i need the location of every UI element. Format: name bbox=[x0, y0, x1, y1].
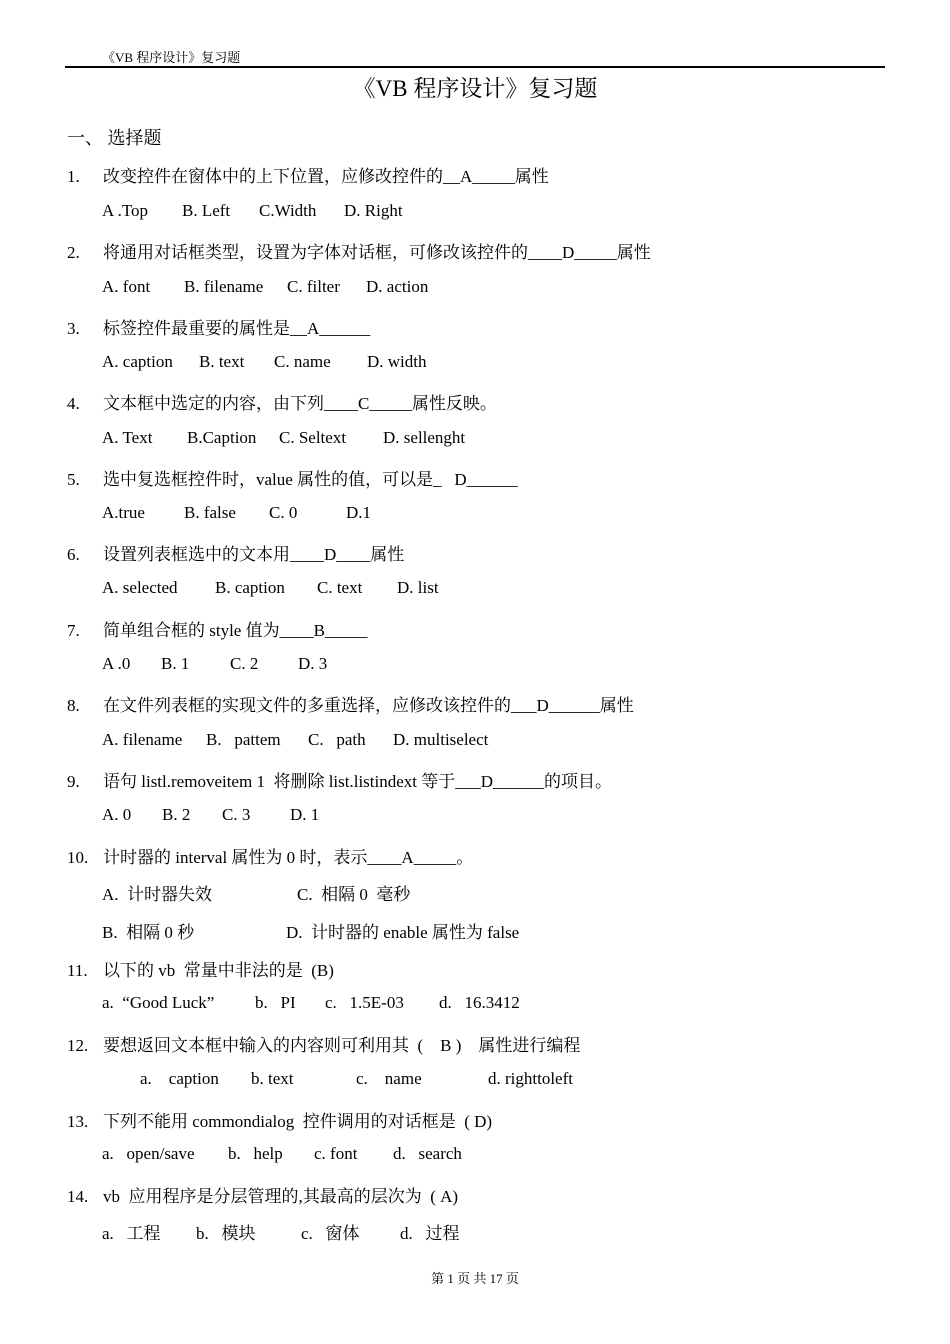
option-b: B. text bbox=[199, 352, 245, 371]
option-b: B. 2 bbox=[162, 805, 191, 824]
option-c: c. font bbox=[314, 1144, 358, 1163]
question-text: 将通用对话框类型，设置为字体对话框，可修改该控件的____D_____属性 bbox=[103, 243, 651, 262]
question-10 bbox=[67, 843, 473, 868]
question-number: 3. bbox=[67, 319, 80, 338]
option-d: D. 计时器的 enable 属性为 false bbox=[286, 923, 520, 942]
question-text: 标签控件最重要的属性是__A______ bbox=[103, 319, 371, 338]
option-b: B. Left bbox=[182, 201, 231, 220]
page-footer: 第 1 页 共 17 页 bbox=[431, 1271, 519, 1286]
question-number: 2. bbox=[67, 243, 80, 262]
question-9 bbox=[67, 767, 612, 792]
question-text: 计时器的 interval 属性为 0 时，表示____A_____。 bbox=[103, 848, 474, 867]
option-d: D. list bbox=[397, 578, 439, 597]
option-c: c. name bbox=[356, 1069, 422, 1088]
option-c: C. name bbox=[274, 352, 331, 371]
option-d: D. sellenght bbox=[383, 428, 466, 447]
option-c: C. 相隔 0 毫秒 bbox=[297, 885, 411, 904]
option-d: D. 3 bbox=[298, 654, 328, 673]
question-text: 简单组合框的 style 值为____B_____ bbox=[103, 621, 368, 640]
option-a: A. filename bbox=[102, 730, 183, 749]
option-b: B. 1 bbox=[161, 654, 190, 673]
question-text: 以下的 vb 常量中非法的是 (B) bbox=[103, 961, 334, 980]
question-11 bbox=[67, 956, 334, 981]
question-8 bbox=[67, 691, 634, 716]
option-b: B. pattem bbox=[206, 730, 281, 749]
question-12 bbox=[67, 1031, 580, 1056]
option-d: D. multiselect bbox=[393, 730, 489, 749]
option-d: D. Right bbox=[344, 201, 403, 220]
option-a: a. open/save bbox=[102, 1144, 195, 1163]
question-13 bbox=[67, 1107, 492, 1132]
option-b: b. help bbox=[228, 1144, 283, 1163]
option-d: d. 过程 bbox=[400, 1224, 460, 1243]
option-d: d. search bbox=[393, 1144, 462, 1163]
question-5 bbox=[67, 465, 518, 490]
question-text: 要想返回文本框中输入的内容则可利用其 ( B ) 属性进行编程 bbox=[103, 1036, 581, 1055]
option-c: C. 2 bbox=[230, 654, 259, 673]
option-c: C. text bbox=[317, 578, 363, 597]
option-a: a. “Good Luck” bbox=[102, 993, 215, 1012]
question-1 bbox=[67, 162, 549, 187]
option-b: b. 模块 bbox=[196, 1224, 256, 1243]
section-heading: 一、 选择题 bbox=[67, 128, 162, 148]
question-6 bbox=[67, 540, 404, 565]
question-4 bbox=[67, 389, 497, 414]
option-b: B. filename bbox=[184, 277, 264, 296]
question-number: 14. bbox=[67, 1187, 89, 1206]
option-a: A. 0 bbox=[102, 805, 132, 824]
question-number: 10. bbox=[67, 848, 89, 867]
option-a: A. 计时器失效 bbox=[102, 885, 213, 904]
option-a: a. caption bbox=[140, 1069, 219, 1088]
option-c: C. 0 bbox=[269, 503, 298, 522]
question-number: 9. bbox=[67, 772, 80, 791]
option-c: C. filter bbox=[287, 277, 340, 296]
option-c: C. Seltext bbox=[279, 428, 347, 447]
question-number: 8. bbox=[67, 696, 80, 715]
question-number: 13. bbox=[67, 1112, 89, 1131]
option-c: c. 窗体 bbox=[301, 1224, 360, 1243]
option-a: a. 工程 bbox=[102, 1224, 161, 1243]
question-3 bbox=[67, 314, 370, 339]
option-b: B. caption bbox=[215, 578, 285, 597]
question-text: 在文件列表框的实现文件的多重选择，应修改该控件的___D______属性 bbox=[103, 696, 634, 715]
option-d: D. 1 bbox=[290, 805, 320, 824]
option-d: d. 16.3412 bbox=[439, 993, 520, 1012]
option-b: b. PI bbox=[255, 993, 296, 1012]
question-text: 改变控件在窗体中的上下位置，应修改控件的__A_____属性 bbox=[103, 167, 549, 186]
option-b: B.Caption bbox=[187, 428, 257, 447]
question-number: 6. bbox=[67, 545, 80, 564]
question-14 bbox=[67, 1182, 458, 1207]
option-d: D. action bbox=[366, 277, 429, 296]
option-b: B. false bbox=[184, 503, 236, 522]
option-c: C. path bbox=[308, 730, 366, 749]
option-a: A.true bbox=[102, 503, 145, 522]
option-d: D.1 bbox=[346, 503, 372, 522]
question-text: 文本框中选定的内容，由下列____C_____属性反映。 bbox=[103, 394, 497, 413]
running-header: 《VB 程序设计》复习题 bbox=[102, 50, 241, 65]
question-text: 选中复选框控件时，value 属性的值，可以是_ D______ bbox=[103, 470, 518, 489]
question-text: 设置列表框选中的文本用____D____属性 bbox=[103, 545, 405, 564]
option-c: C. 3 bbox=[222, 805, 251, 824]
option-c: C.Width bbox=[259, 201, 317, 220]
option-c: c. 1.5E-03 bbox=[325, 993, 404, 1012]
option-a: A .0 bbox=[102, 654, 131, 673]
option-a: A .Top bbox=[102, 201, 149, 220]
question-number: 5. bbox=[67, 470, 80, 489]
option-a: A. Text bbox=[102, 428, 153, 447]
document-title: 《VB 程序设计》复习题 bbox=[352, 76, 598, 101]
question-number: 7. bbox=[67, 621, 80, 640]
question-text: vb 应用程序是分层管理的,其最高的层次为 ( A) bbox=[103, 1187, 459, 1206]
question-number: 1. bbox=[67, 167, 80, 186]
question-number: 4. bbox=[67, 394, 80, 413]
question-2 bbox=[67, 238, 651, 263]
option-d: D. width bbox=[367, 352, 427, 371]
header-rule bbox=[65, 66, 885, 68]
option-b: B. 相隔 0 秒 bbox=[102, 923, 195, 942]
question-number: 12. bbox=[67, 1036, 89, 1055]
question-text: 下列不能用 commondialog 控件调用的对话框是 ( D) bbox=[103, 1112, 493, 1131]
option-b: b. text bbox=[251, 1069, 294, 1088]
question-text: 语句 listl.removeitem 1 将删除 list.listindext 等于___D______的项目。 bbox=[103, 772, 613, 791]
option-a: A. selected bbox=[102, 578, 178, 597]
option-d: d. righttoleft bbox=[488, 1069, 573, 1088]
question-7 bbox=[67, 616, 367, 641]
option-a: A. font bbox=[102, 277, 151, 296]
option-a: A. caption bbox=[102, 352, 173, 371]
question-number: 11. bbox=[67, 961, 88, 980]
